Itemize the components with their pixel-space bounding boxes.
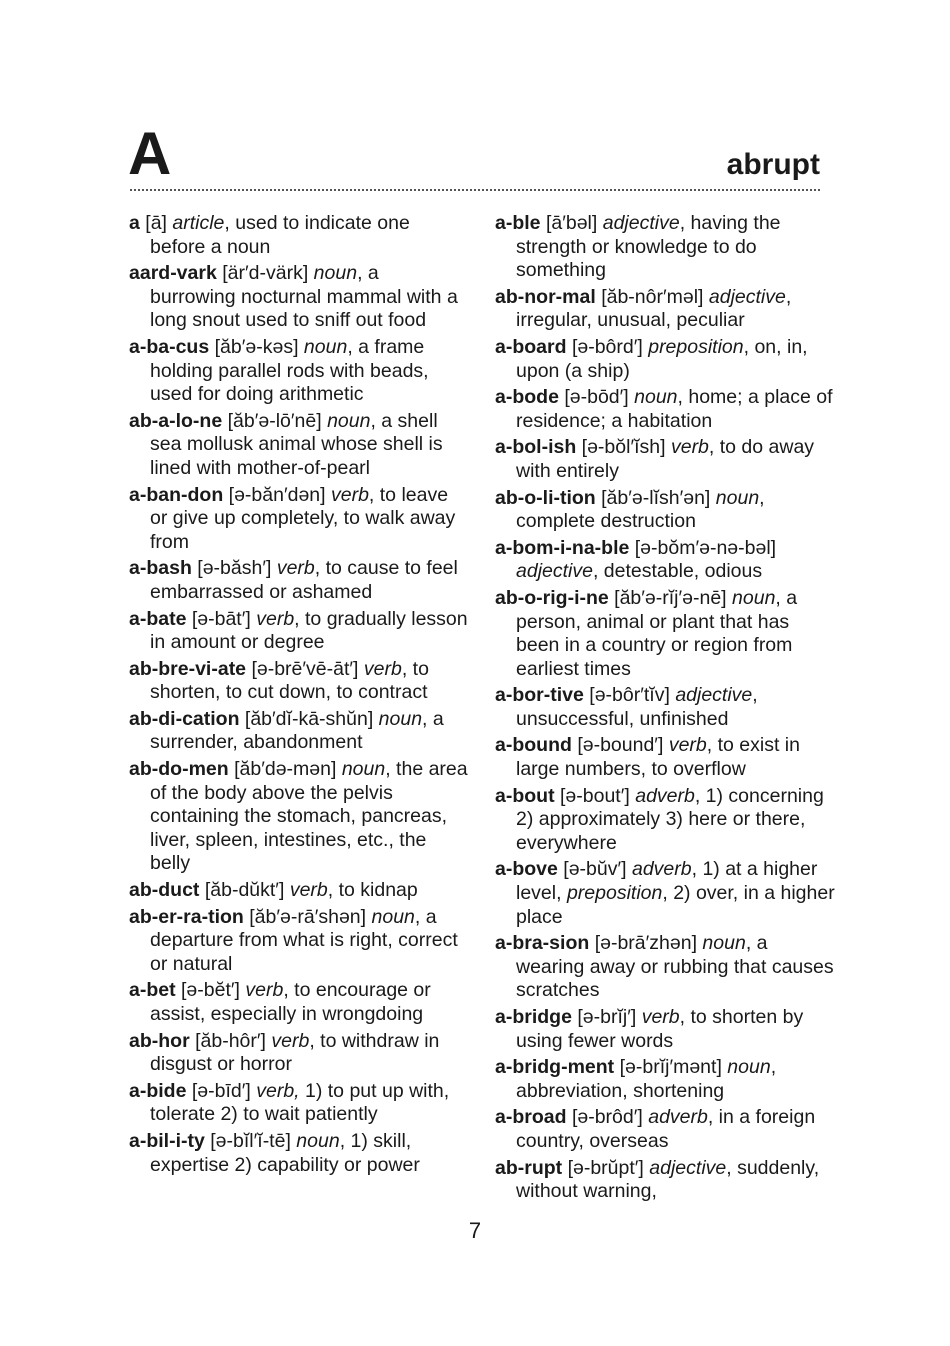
section-letter: A <box>128 120 172 187</box>
headword: a-bout <box>495 784 555 807</box>
headword: a-bet <box>129 979 176 1002</box>
pronunciation: [ăb′ə-rĭj′ə-nē] <box>614 586 727 609</box>
dictionary-entry <box>129 484 469 555</box>
pronunciation: [ə-brē′vē-āt′] <box>251 657 359 680</box>
part-of-speech: verb <box>668 734 707 757</box>
part-of-speech: noun <box>303 335 348 358</box>
dictionary-entry <box>495 1106 835 1153</box>
definition-text: , irregular, unusual, peculiar <box>516 285 792 332</box>
pronunciation: [ə-bout′] <box>560 784 630 807</box>
pronunciation: [ə-bŏl′ĭsh] <box>581 436 666 459</box>
headword: ab-di-cation <box>129 707 240 730</box>
headword: a-bode <box>495 386 559 409</box>
pronunciation: [ăb′dĭ-kā-shŭn] <box>244 707 374 730</box>
definition-text: , on, in, upon (a ship) <box>516 335 808 382</box>
headword: a-ble <box>495 212 541 234</box>
dictionary-entry <box>495 537 835 584</box>
headword: ab-bre-vi-ate <box>129 657 247 680</box>
definition-text: , a shell sea mollusk animal whose shell is lined with mother-of-pearl <box>150 409 443 479</box>
definition-text: 1) to put up with, tolerate 2) to wait patiently <box>150 1079 450 1126</box>
pronunciation: [är′d-värk] <box>222 262 309 285</box>
definition-text: , to shorten, to cut down, to contract <box>150 657 429 704</box>
dictionary-entry <box>129 212 469 259</box>
definition-text: , 1) at a higher level, <box>516 858 818 905</box>
definition-text: , 2) over, in a higher place <box>516 882 835 928</box>
pronunciation: [ā] <box>145 212 167 234</box>
definition-text: , a person, animal or plant that has been in a country or region from earliest times <box>516 586 798 680</box>
dictionary-entry <box>129 758 469 876</box>
dictionary-entry <box>495 1157 835 1204</box>
dictionary-entry <box>495 858 835 929</box>
part-of-speech: verb <box>276 557 315 580</box>
part-of-speech: adjective <box>649 1156 727 1179</box>
dictionary-entry <box>129 1080 469 1127</box>
headword: ab-duct <box>129 879 200 902</box>
dictionary-entry <box>495 487 835 534</box>
part-of-speech: adjective <box>708 285 786 308</box>
pronunciation: [ə-bŏm′ə-nə-bəl] <box>634 536 777 559</box>
definition-text: , to cause to feel embarrassed or ashamed <box>150 557 458 603</box>
dictionary-entry <box>129 262 469 333</box>
headword: a-ba-cus <box>129 335 210 358</box>
dictionary-entry <box>129 1130 469 1177</box>
headword: a-board <box>495 335 567 358</box>
dictionary-entry <box>129 410 469 481</box>
pronunciation: [ăb′ə-kəs] <box>214 335 299 358</box>
header-divider <box>130 189 820 191</box>
headword: ab-rupt <box>495 1156 563 1179</box>
dictionary-entry <box>495 1056 835 1103</box>
pronunciation: [ə-bĭl′ĭ-tē] <box>210 1129 291 1152</box>
dictionary-entry <box>129 979 469 1026</box>
headword: a-bridg-ment <box>495 1056 615 1079</box>
dictionary-entry <box>129 608 469 655</box>
headword: ab-do-men <box>129 758 229 781</box>
headword: ab-o-li-tion <box>495 486 596 509</box>
dictionary-entry <box>495 386 835 433</box>
dictionary-entry <box>495 785 835 856</box>
part-of-speech: adjective <box>602 212 680 234</box>
definition-text: , to gradually lesson in amount or degree <box>150 607 468 654</box>
definition-text: , complete destruction <box>516 486 765 533</box>
dictionary-entry <box>129 336 469 407</box>
pronunciation: [ə-bŭv′] <box>563 858 627 881</box>
part-of-speech: verb <box>256 607 295 630</box>
part-of-speech: verb <box>245 979 284 1002</box>
pronunciation: [ə-bāt′] <box>191 607 251 630</box>
definition-text: , suddenly, without warning, <box>516 1156 820 1203</box>
dictionary-entry <box>129 557 469 604</box>
definition-text: , to leave or give up completely, to walk away from <box>150 483 456 553</box>
headword: ab-o-rig-i-ne <box>495 586 609 609</box>
part-of-speech: adjective <box>516 560 593 583</box>
headword: a-bra-sion <box>495 932 590 955</box>
definition-text: , to kidnap <box>327 879 418 902</box>
pronunciation: [ăb′də-mən] <box>234 758 337 781</box>
definition-text: , detestable, odious <box>592 560 763 583</box>
pronunciation: [ə-bĕt′] <box>181 979 240 1002</box>
dictionary-entry <box>495 734 835 781</box>
dictionary-entry <box>495 684 835 731</box>
headword: a-bate <box>129 607 187 630</box>
headword: a-bil-i-ty <box>129 1129 205 1152</box>
headword: a-bound <box>495 734 572 757</box>
definition-text: , having the strength or knowledge to do something <box>516 212 781 282</box>
definition-text: , home; a place of residence; a habitation <box>516 386 833 432</box>
pronunciation: [ăb′ə-lō′nē] <box>227 409 322 432</box>
part-of-speech: verb <box>670 436 709 459</box>
headword: a-bol-ish <box>495 436 577 459</box>
definition-text: , 1) concerning 2) approximately 3) here or there, everywhere <box>516 784 824 854</box>
pronunciation: [ăb-hôr′] <box>195 1029 266 1052</box>
pronunciation: [ăb′ə-rā′shən] <box>249 905 367 928</box>
part-of-speech: noun <box>378 707 423 730</box>
part-of-speech: noun <box>371 905 415 928</box>
part-of-speech: adverb <box>635 784 695 807</box>
headword: a-bove <box>495 858 558 881</box>
definition-text: , 1) skill, expertise 2) capability or power <box>150 1129 420 1176</box>
definition-text: , to encourage or assist, especially in wrongdoing <box>150 979 431 1025</box>
definition-text: , a departure from what is right, correct or natural <box>150 905 458 975</box>
guide-word: abrupt <box>726 148 820 181</box>
pronunciation: [ə-bound′] <box>577 734 664 757</box>
dictionary-entry <box>495 932 835 1003</box>
headword: a-broad <box>495 1106 567 1129</box>
headword: a-bide <box>129 1079 187 1102</box>
left-column <box>129 212 469 1180</box>
pronunciation: [ə-bōd′] <box>564 386 629 409</box>
pronunciation: [ə-brĭj′mənt] <box>619 1056 722 1079</box>
part-of-speech: preposition <box>648 335 744 358</box>
pronunciation: [ə-bīd′] <box>191 1079 251 1102</box>
headword: a-bom-i-na-ble <box>495 536 630 559</box>
part-of-speech: noun <box>327 409 371 432</box>
dictionary-entry <box>129 879 469 903</box>
part-of-speech: noun <box>341 758 386 781</box>
definition-text: , to withdraw in disgust or horror <box>150 1029 440 1076</box>
dictionary-entry <box>495 336 835 383</box>
definition-text: , to do away with entirely <box>516 436 815 482</box>
dictionary-entry <box>495 1006 835 1053</box>
definition-text: , unsuccessful, unfinished <box>516 684 758 730</box>
pronunciation: [ə-bôrd′] <box>571 335 643 358</box>
definition-text: , the area of the body above the pelvis containing the stomach, pancreas, liver, spleen, intestines, etc., the belly <box>150 758 468 875</box>
pronunciation: [ə-brŭpt′] <box>567 1156 644 1179</box>
part-of-speech: verb <box>330 483 369 506</box>
part-of-speech: verb, <box>256 1079 300 1102</box>
pronunciation: [ăb-nôr′məl] <box>601 285 704 308</box>
headword: a-ban-don <box>129 483 224 506</box>
pronunciation: [ə-brā′zhən] <box>594 932 697 955</box>
headword: ab-a-lo-ne <box>129 409 223 432</box>
pronunciation: [ə-bôr′tĭv] <box>589 684 670 707</box>
definition-text: , to shorten by using fewer words <box>516 1006 804 1052</box>
dictionary-entry <box>495 286 835 333</box>
headword: a-bash <box>129 557 192 580</box>
dictionary-entry <box>129 658 469 705</box>
headword: ab-er-ra-tion <box>129 905 244 928</box>
part-of-speech: verb <box>271 1029 310 1052</box>
dictionary-entry <box>495 212 835 283</box>
pronunciation: [ə-brôd′] <box>571 1106 643 1129</box>
part-of-speech: adverb <box>631 858 692 881</box>
dictionary-entry <box>129 1030 469 1077</box>
right-column <box>495 212 835 1207</box>
part-of-speech: noun <box>715 486 760 509</box>
definition-text: , a wearing away or rubbing that causes scratches <box>516 932 834 1002</box>
pronunciation: [ə-băn′dən] <box>228 483 326 506</box>
part-of-speech: noun <box>702 932 746 955</box>
part-of-speech: verb <box>289 879 328 902</box>
definition-text: , used to indicate one before a noun <box>150 212 410 258</box>
page-number: 7 <box>468 1218 482 1243</box>
headword: a <box>129 212 140 234</box>
part-of-speech: noun <box>732 586 776 609</box>
definition-text: , a surrender, abandonment <box>150 707 444 754</box>
part-of-speech: noun <box>634 386 678 409</box>
dictionary-entry <box>495 587 835 681</box>
pronunciation: [ăb-dŭkt′] <box>204 879 285 902</box>
headword: ab-hor <box>129 1029 190 1052</box>
headword: a-bridge <box>495 1006 572 1028</box>
dictionary-entry <box>129 906 469 977</box>
headword: a-bor-tive <box>495 684 584 707</box>
definition-text: , to exist in large numbers, to overflow <box>516 734 800 781</box>
part-of-speech: adjective <box>675 684 753 707</box>
definition-text: , a frame holding parallel rods with beads, used for doing arithmetic <box>150 335 429 406</box>
part-of-speech: preposition <box>566 882 663 905</box>
pronunciation: [ə-brĭj′] <box>577 1006 637 1028</box>
part-of-speech: verb <box>363 657 402 680</box>
part-of-speech: noun <box>313 262 358 285</box>
pronunciation: [ə-băsh′] <box>197 557 272 580</box>
definition-text: , a burrowing nocturnal mammal with a long snout used to sniff out food <box>150 262 458 332</box>
part-of-speech: verb <box>641 1006 680 1028</box>
part-of-speech: adverb <box>648 1106 708 1129</box>
pronunciation: [ăb′ə-lĭsh′ən] <box>601 486 711 509</box>
part-of-speech: noun <box>727 1056 771 1079</box>
pronunciation: [ā′bəl] <box>545 212 598 234</box>
dictionary-entry <box>495 436 835 483</box>
headword: ab-nor-mal <box>495 285 596 308</box>
part-of-speech: article <box>172 212 225 234</box>
headword: aard-vark <box>129 262 217 285</box>
definition-text: , in a foreign country, overseas <box>516 1106 816 1152</box>
part-of-speech: noun <box>296 1129 340 1152</box>
definition-text: , abbreviation, shortening <box>516 1056 777 1102</box>
dictionary-entry <box>129 708 469 755</box>
